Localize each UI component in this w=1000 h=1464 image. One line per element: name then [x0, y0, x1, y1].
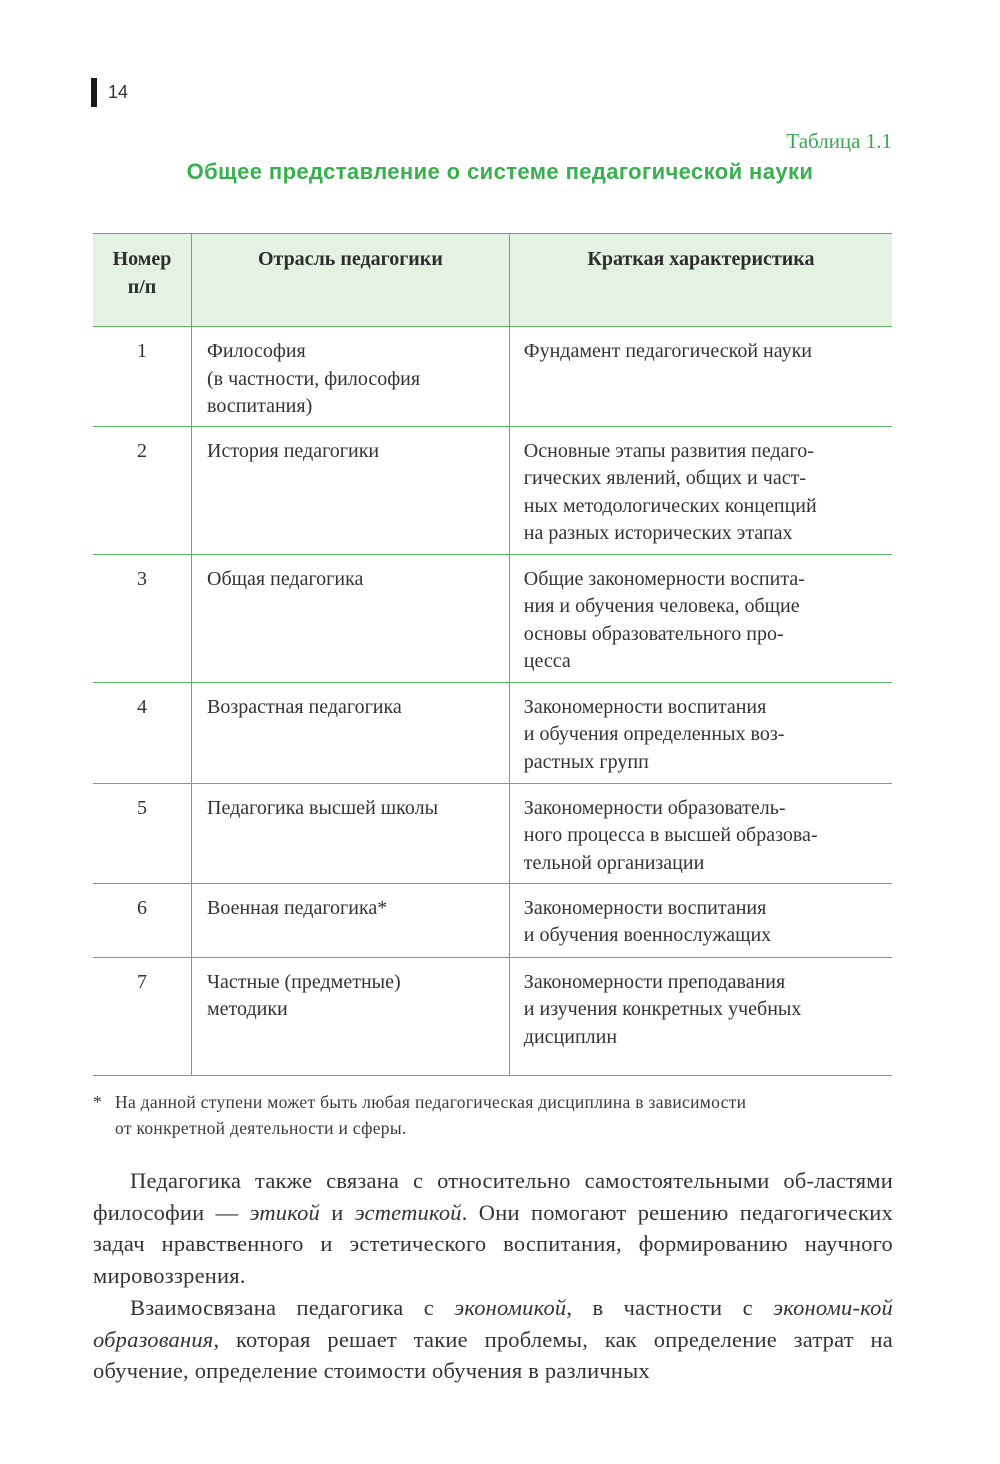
page-number: 14: [108, 82, 129, 102]
table-row: [93, 682, 892, 783]
row-number: 6: [93, 883, 192, 957]
row-description: Общие закономерности воспита- ния и обучения человека, общие основы образовательного про- цесса: [523, 567, 805, 672]
row-branch: Возрастная педагогика: [192, 682, 510, 783]
row-number: 7: [93, 957, 192, 1075]
row-description: Закономерности воспитания и обучения определенных воз- растных групп: [523, 695, 785, 773]
table-label: Таблица 1.1: [786, 129, 892, 153]
table-title: Общее представление о системе педагогической науки: [186, 159, 814, 184]
table-footnote: [93, 1089, 898, 1141]
footnote-marker: *: [93, 1092, 103, 1112]
pedagogy-table: [93, 233, 892, 1076]
row-branch: Педагогика высшей школы: [192, 783, 510, 883]
table-row: [93, 554, 892, 682]
row-branch: Военная педагогика*: [192, 883, 510, 957]
table-row: [93, 426, 892, 554]
header-description: Краткая характеристика: [587, 248, 815, 270]
emphasis-term: экономикой: [454, 1295, 567, 1320]
table-header-row: [93, 234, 892, 327]
row-description: Основные этапы развития педаго- гических явлений, общих и част- ных методологических концепций на разных исторических этапах: [523, 439, 817, 544]
row-number: 2: [93, 426, 192, 554]
row-number: 3: [93, 554, 192, 682]
header-branch: Отрасль педагогики: [192, 234, 510, 327]
row-branch: Частные (предметные) методики: [192, 957, 510, 1075]
row-description: Закономерности воспитания и обучения военнослужащих: [523, 896, 772, 946]
table-row: [93, 783, 892, 883]
footnote-line-1: * На данной ступени может быть любая педагогическая дисциплина в зависимости: [93, 1089, 898, 1115]
body-paragraph-1: Педагогика также связана с относительно самостоятельными об-ластями философии — этикой и эстетикой. Они помогают решению педагогических задач нравственного и эстетического воспитания, формированию научного мировоззрения.: [93, 1168, 893, 1288]
table-row: [93, 883, 892, 957]
row-branch: Общая педагогика: [192, 554, 510, 682]
footnote-line-2: от конкретной деятельности и сферы.: [115, 1118, 407, 1138]
row-branch: Философия (в частности, философия воспитания): [192, 327, 510, 427]
emphasis-term: экономи-кой образования: [93, 1295, 893, 1352]
row-description: Закономерности преподавания и изучения конкретных учебных дисциплин: [523, 970, 802, 1048]
row-description: Фундамент педагогической науки: [523, 340, 813, 362]
page-marker-bar: [91, 78, 97, 107]
body-paragraph-2: Взаимосвязана педагогика с экономикой, в частности с экономи-кой образования, которая решает такие проблемы, как определение затрат на обучение, определение стоимости обучения в различных: [93, 1295, 893, 1383]
header-number: Номер п/п: [93, 234, 192, 327]
row-number: 4: [93, 682, 192, 783]
row-number: 5: [93, 783, 192, 883]
row-branch: История педагогики: [192, 426, 510, 554]
table-row: [93, 957, 892, 1075]
emphasis-term: этикой: [249, 1199, 321, 1225]
emphasis-term: эстетикой: [354, 1199, 462, 1225]
row-number: 1: [93, 327, 192, 427]
table-row: [93, 327, 892, 427]
row-description: Закономерности образователь- ного процесса в высшей образова- тельной организации: [523, 796, 818, 874]
